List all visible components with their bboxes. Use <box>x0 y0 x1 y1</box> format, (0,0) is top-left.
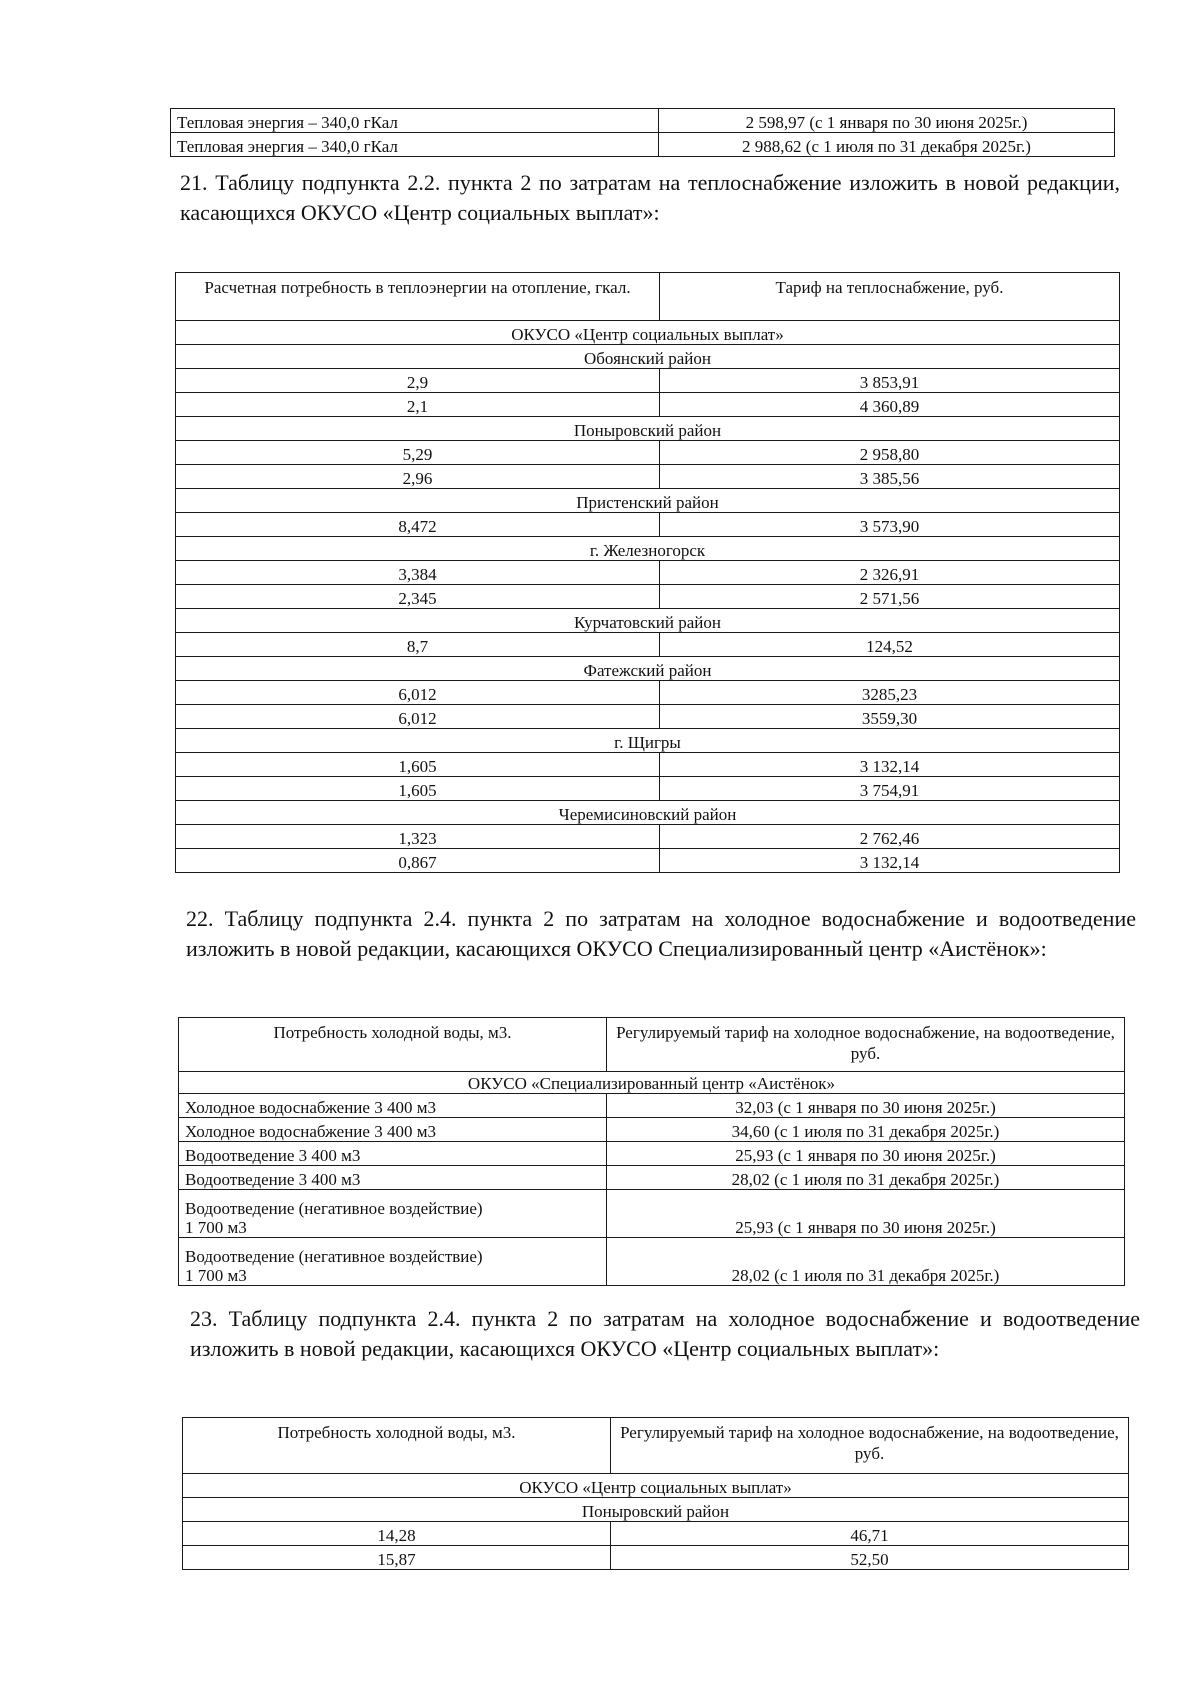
tariff-cell: 3 132,14 <box>660 753 1120 777</box>
tariff-cell: 2 988,62 (с 1 июля по 31 декабря 2025г.) <box>659 133 1115 157</box>
paragraph-21: 21. Таблицу подпункта 2.2. пункта 2 по затратам на теплоснабжение изложить в новой редакции, касающихся ОКУСО «Центр социальных выплат»: <box>180 170 1120 225</box>
table-row <box>179 1238 1125 1286</box>
district-name: Пристенский район <box>176 489 1120 513</box>
tariff-cell: 3 853,91 <box>660 369 1120 393</box>
district-name: Обоянский район <box>176 345 1120 369</box>
table-row <box>176 849 1120 873</box>
table-row <box>171 133 1115 157</box>
table-row <box>176 705 1120 729</box>
table-row <box>176 369 1120 393</box>
district-name: Черемисиновский район <box>176 801 1120 825</box>
demand-cell: 2,96 <box>176 465 660 489</box>
demand-cell: 1,605 <box>176 777 660 801</box>
service-cell: Холодное водоснабжение 3 400 м3 <box>179 1118 607 1142</box>
tariff-cell: 2 958,80 <box>660 441 1120 465</box>
demand-cell: 3,384 <box>176 561 660 585</box>
header-cold-water-demand: Потребность холодной воды, м3. <box>183 1418 611 1474</box>
table-row <box>176 561 1120 585</box>
tariff-cell: 2 571,56 <box>660 585 1120 609</box>
service-cell: Водоотведение 3 400 м3 <box>179 1142 607 1166</box>
table-row <box>176 825 1120 849</box>
table-row <box>171 109 1115 133</box>
table-row <box>183 1546 1129 1570</box>
table-row <box>176 681 1120 705</box>
table-row <box>176 465 1120 489</box>
tariff-cell: 32,03 (с 1 января по 30 июня 2025г.) <box>607 1094 1125 1118</box>
district-row <box>183 1498 1129 1522</box>
tariff-cell: 3 573,90 <box>660 513 1120 537</box>
tariff-cell: 2 762,46 <box>660 825 1120 849</box>
demand-cell: 2,9 <box>176 369 660 393</box>
tariff-cell: 25,93 (с 1 января по 30 июня 2025г.) <box>607 1190 1125 1238</box>
demand-cell: 0,867 <box>176 849 660 873</box>
header-cold-water-tariff: Регулируемый тариф на холодное водоснабжение, на водоотведение, руб. <box>611 1418 1129 1474</box>
table-row <box>176 585 1120 609</box>
tariff-cell: 25,93 (с 1 января по 30 июня 2025г.) <box>607 1142 1125 1166</box>
table-row <box>176 513 1120 537</box>
demand-cell: 5,29 <box>176 441 660 465</box>
header-cold-water-tariff: Регулируемый тариф на холодное водоснабжение, на водоотведение, руб. <box>607 1018 1125 1072</box>
tariff-cell: 3 754,91 <box>660 777 1120 801</box>
paragraph-22: 22. Таблицу подпункта 2.4. пункта 2 по затратам на холодное водоснабжение и водоотведение изложить в новой редакции, касающихся ОКУСО Специализированный центр «Аистёнок»: <box>186 906 1136 961</box>
tariff-cell: 2 326,91 <box>660 561 1120 585</box>
resource-cell: Тепловая энергия – 340,0 гКал <box>171 133 659 157</box>
table-22-cold-water <box>178 1017 1125 1286</box>
district-row <box>176 537 1120 561</box>
table-row <box>176 633 1120 657</box>
district-row <box>176 729 1120 753</box>
table-row <box>176 777 1120 801</box>
district-name: Поныровский район <box>176 417 1120 441</box>
district-name: Фатежский район <box>176 657 1120 681</box>
district-row <box>176 801 1120 825</box>
tariff-cell: 34,60 (с 1 июля по 31 декабря 2025г.) <box>607 1118 1125 1142</box>
header-heat-tariff: Тариф на теплоснабжение, руб. <box>660 273 1120 321</box>
demand-cell: 8,472 <box>176 513 660 537</box>
paragraph-23: 23. Таблицу подпункта 2.4. пункта 2 по затратам на холодное водоснабжение и водоотведение изложить в новой редакции, касающихся ОКУСО «Центр социальных выплат»: <box>190 1306 1140 1361</box>
district-row <box>176 417 1120 441</box>
demand-cell: 8,7 <box>176 633 660 657</box>
service-cell: Водоотведение (негативное воздействие) 1 700 м3 <box>179 1238 607 1286</box>
demand-cell: 14,28 <box>183 1522 611 1546</box>
org-row: ОКУСО «Специализированный центр «Аистёнок» <box>179 1072 1125 1094</box>
tariff-cell: 3285,23 <box>660 681 1120 705</box>
table-23-cold-water <box>182 1417 1129 1570</box>
service-cell: Водоотведение (негативное воздействие) 1 700 м3 <box>179 1190 607 1238</box>
district-row <box>176 609 1120 633</box>
table-row <box>176 441 1120 465</box>
header-cold-water-demand: Потребность холодной воды, м3. <box>179 1018 607 1072</box>
district-name: г. Железногорск <box>176 537 1120 561</box>
resource-cell: Тепловая энергия – 340,0 гКал <box>171 109 659 133</box>
header-heat-demand: Расчетная потребность в теплоэнергии на отопление, гкал. <box>176 273 660 321</box>
table-row <box>179 1142 1125 1166</box>
district-row <box>176 657 1120 681</box>
tariff-cell: 3 385,56 <box>660 465 1120 489</box>
demand-cell: 1,323 <box>176 825 660 849</box>
tariff-cell: 52,50 <box>611 1546 1129 1570</box>
heat-energy-table <box>170 108 1115 157</box>
service-cell: Холодное водоснабжение 3 400 м3 <box>179 1094 607 1118</box>
tariff-cell: 124,52 <box>660 633 1120 657</box>
table-21-heat-supply <box>175 272 1120 873</box>
demand-cell: 15,87 <box>183 1546 611 1570</box>
service-cell: Водоотведение 3 400 м3 <box>179 1166 607 1190</box>
table-row <box>179 1190 1125 1238</box>
tariff-cell: 3 132,14 <box>660 849 1120 873</box>
district-row <box>176 345 1120 369</box>
tariff-cell: 46,71 <box>611 1522 1129 1546</box>
tariff-cell: 28,02 (с 1 июля по 31 декабря 2025г.) <box>607 1166 1125 1190</box>
tariff-cell: 28,02 (с 1 июля по 31 декабря 2025г.) <box>607 1238 1125 1286</box>
district-name: Курчатовский район <box>176 609 1120 633</box>
tariff-cell: 3559,30 <box>660 705 1120 729</box>
org-row: ОКУСО «Центр социальных выплат» <box>176 321 1120 345</box>
table-row <box>176 393 1120 417</box>
tariff-cell: 4 360,89 <box>660 393 1120 417</box>
table-row <box>179 1118 1125 1142</box>
table-row <box>179 1094 1125 1118</box>
org-row: ОКУСО «Центр социальных выплат» <box>183 1474 1129 1498</box>
demand-cell: 2,1 <box>176 393 660 417</box>
table-row <box>179 1166 1125 1190</box>
district-row <box>176 489 1120 513</box>
demand-cell: 6,012 <box>176 705 660 729</box>
tariff-cell: 2 598,97 (с 1 января по 30 июня 2025г.) <box>659 109 1115 133</box>
district-name: Поныровский район <box>183 1498 1129 1522</box>
district-name: г. Щигры <box>176 729 1120 753</box>
table-row <box>183 1522 1129 1546</box>
demand-cell: 2,345 <box>176 585 660 609</box>
table-row <box>176 753 1120 777</box>
demand-cell: 1,605 <box>176 753 660 777</box>
demand-cell: 6,012 <box>176 681 660 705</box>
